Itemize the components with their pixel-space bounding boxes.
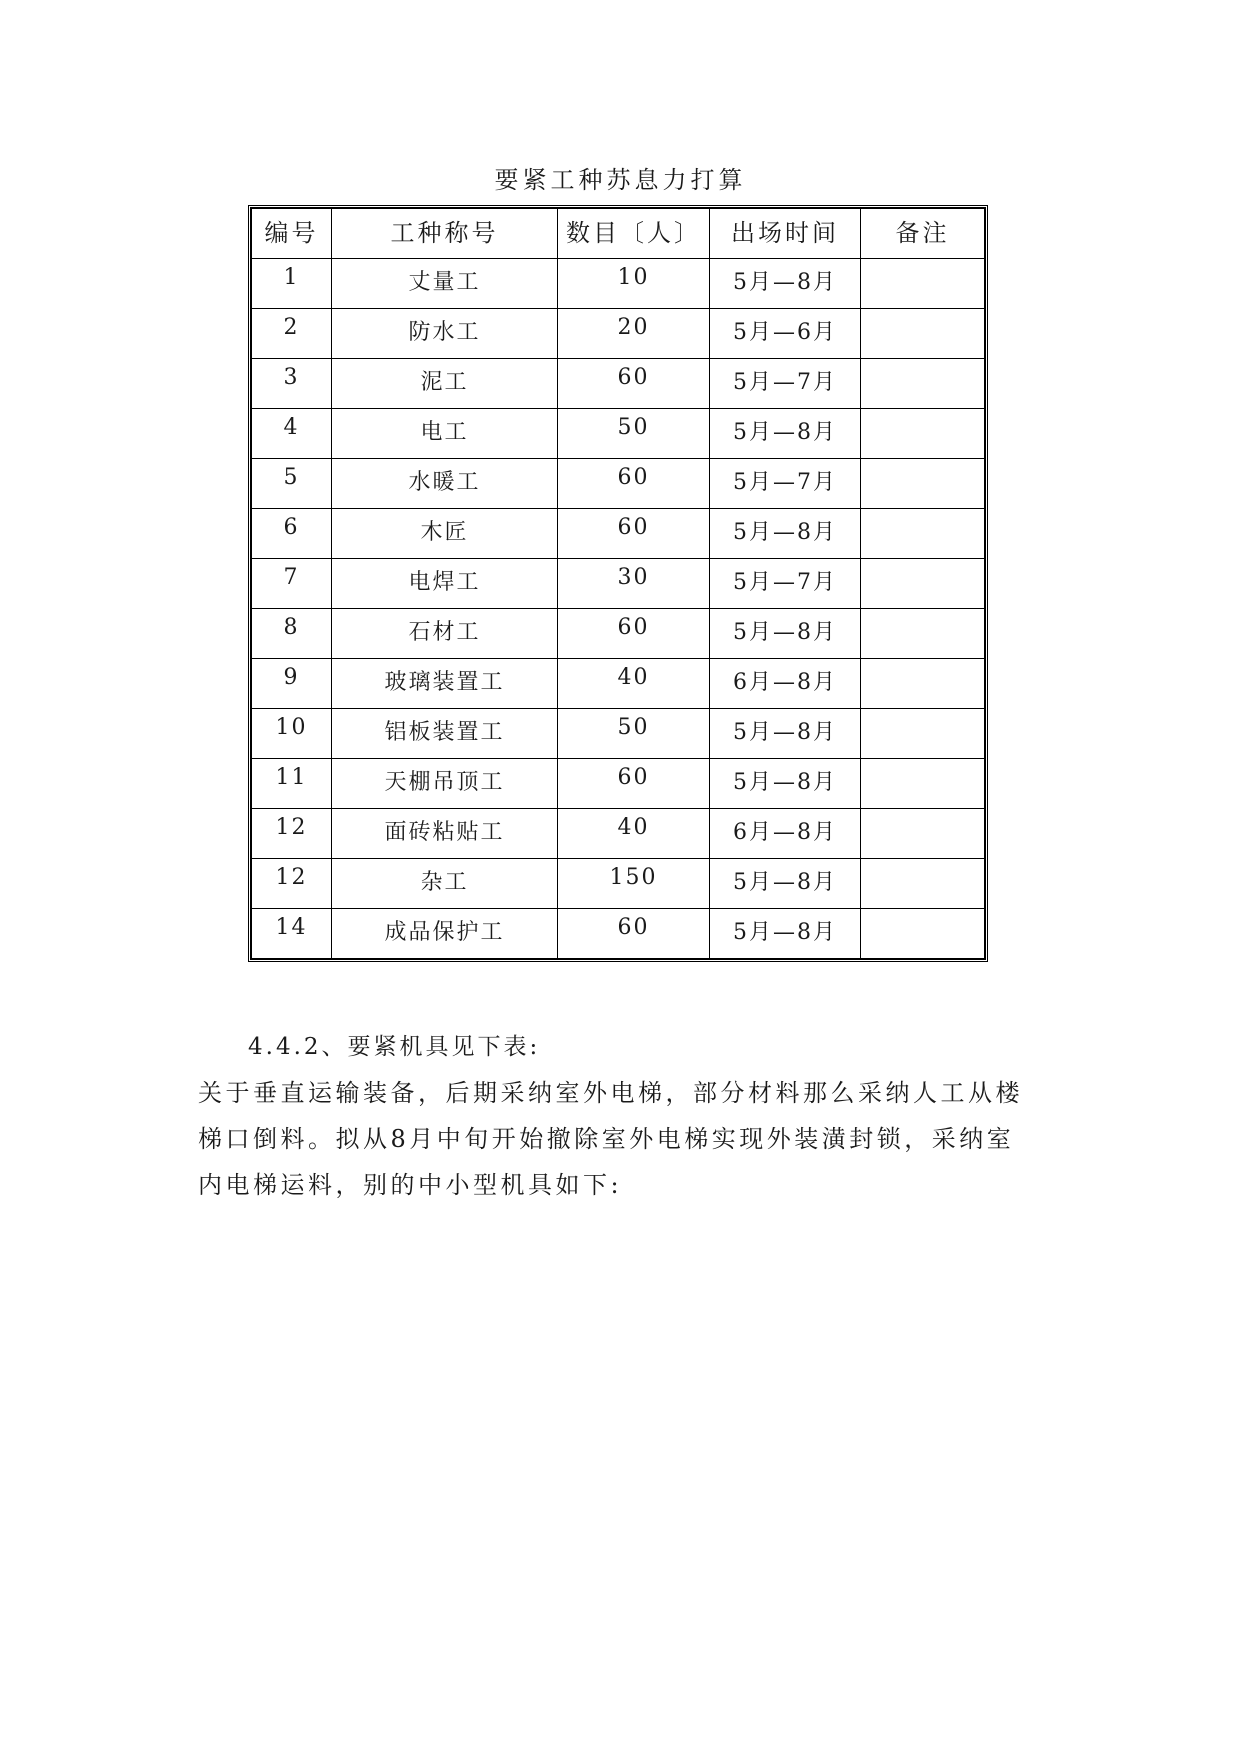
period-cell: 5月—8月 <box>710 759 861 809</box>
table-row <box>252 909 985 959</box>
worker-count-cell: 60 <box>558 909 710 959</box>
row-number-cell: 8 <box>252 609 332 659</box>
row-number-cell: 12 <box>252 809 332 859</box>
row-number-cell: 9 <box>252 659 332 709</box>
worker-count-cell: 20 <box>558 309 710 359</box>
period-cell: 5月—8月 <box>710 709 861 759</box>
trade-name-cell: 泥工 <box>332 359 558 409</box>
period-cell: 6月—8月 <box>710 809 861 859</box>
remarks-cell <box>861 759 985 809</box>
row-number-cell: 12 <box>252 859 332 909</box>
header-cell-count: 数目〔人〕 <box>558 209 710 259</box>
table-row <box>252 309 985 359</box>
trade-name-cell: 铝板装置工 <box>332 709 558 759</box>
period-cell: 5月—8月 <box>710 859 861 909</box>
trade-name-cell: 防水工 <box>332 309 558 359</box>
period-cell: 5月—6月 <box>710 309 861 359</box>
remarks-cell <box>861 259 985 309</box>
worker-count-cell: 10 <box>558 259 710 309</box>
table-row <box>252 409 985 459</box>
row-number-cell: 10 <box>252 709 332 759</box>
remarks-cell <box>861 459 985 509</box>
period-cell: 5月—8月 <box>710 509 861 559</box>
period-cell: 5月—8月 <box>710 259 861 309</box>
table-body <box>252 259 985 959</box>
worker-count-cell: 40 <box>558 809 710 859</box>
table-row <box>252 259 985 309</box>
table-row <box>252 759 985 809</box>
worker-count-cell: 50 <box>558 409 710 459</box>
header-cell-period: 出场时间 <box>710 209 861 259</box>
remarks-cell <box>861 509 985 559</box>
table-row <box>252 459 985 509</box>
row-number-cell: 7 <box>252 559 332 609</box>
worker-count-cell: 60 <box>558 759 710 809</box>
trade-name-cell: 电工 <box>332 409 558 459</box>
remarks-cell <box>861 659 985 709</box>
remarks-cell <box>861 859 985 909</box>
worker-count-cell: 60 <box>558 609 710 659</box>
period-cell: 5月—8月 <box>710 609 861 659</box>
row-number-cell: 6 <box>252 509 332 559</box>
worker-count-cell: 150 <box>558 859 710 909</box>
labor-plan-table <box>251 208 985 959</box>
header-cell-remarks: 备注 <box>861 209 985 259</box>
trade-name-cell: 木匠 <box>332 509 558 559</box>
remarks-cell <box>861 809 985 859</box>
remarks-cell <box>861 359 985 409</box>
table-row <box>252 659 985 709</box>
row-number-cell: 3 <box>252 359 332 409</box>
row-number-cell: 2 <box>252 309 332 359</box>
remarks-cell <box>861 309 985 359</box>
worker-count-cell: 60 <box>558 509 710 559</box>
period-cell: 6月—8月 <box>710 659 861 709</box>
period-cell: 5月—8月 <box>710 909 861 959</box>
worker-count-cell: 50 <box>558 709 710 759</box>
remarks-cell <box>861 709 985 759</box>
worker-count-cell: 40 <box>558 659 710 709</box>
table-header-row <box>252 209 985 259</box>
trade-name-cell: 杂工 <box>332 859 558 909</box>
table-row <box>252 859 985 909</box>
remarks-cell <box>861 609 985 659</box>
header-cell-number: 编号 <box>252 209 332 259</box>
trade-name-cell: 面砖粘贴工 <box>332 809 558 859</box>
period-cell: 5月—7月 <box>710 559 861 609</box>
table-row <box>252 509 985 559</box>
row-number-cell: 1 <box>252 259 332 309</box>
trade-name-cell: 石材工 <box>332 609 558 659</box>
period-cell: 5月—7月 <box>710 459 861 509</box>
worker-count-cell: 60 <box>558 459 710 509</box>
row-number-cell: 5 <box>252 459 332 509</box>
period-cell: 5月—8月 <box>710 409 861 459</box>
remarks-cell <box>861 559 985 609</box>
table-row <box>252 709 985 759</box>
row-number-cell: 4 <box>252 409 332 459</box>
labor-plan-table-frame <box>248 205 988 962</box>
section-heading: 4.4.2、要紧机具见下表: <box>248 1034 541 1060</box>
trade-name-cell: 水暖工 <box>332 459 558 509</box>
trade-name-cell: 天棚吊顶工 <box>332 759 558 809</box>
worker-count-cell: 60 <box>558 359 710 409</box>
row-number-cell: 11 <box>252 759 332 809</box>
table-row <box>252 559 985 609</box>
section-paragraph: 关于垂直运输装备，后期采纳室外电梯，部分材料那么采纳人工从楼梯口倒料。拟从8月中旬开始撤除室外电梯实现外装潢封锁，采纳室内电梯运料，别的中小型机具如下: <box>198 1079 1023 1199</box>
header-cell-trade: 工种称号 <box>332 209 558 259</box>
trade-name-cell: 玻璃装置工 <box>332 659 558 709</box>
row-number-cell: 14 <box>252 909 332 959</box>
remarks-cell <box>861 909 985 959</box>
table-row <box>252 359 985 409</box>
trade-name-cell: 电焊工 <box>332 559 558 609</box>
worker-count-cell: 30 <box>558 559 710 609</box>
table-row <box>252 609 985 659</box>
remarks-cell <box>861 409 985 459</box>
table-title: 要紧工种苏息力打算 <box>494 166 747 194</box>
table-row <box>252 809 985 859</box>
trade-name-cell: 成品保护工 <box>332 909 558 959</box>
trade-name-cell: 丈量工 <box>332 259 558 309</box>
period-cell: 5月—7月 <box>710 359 861 409</box>
